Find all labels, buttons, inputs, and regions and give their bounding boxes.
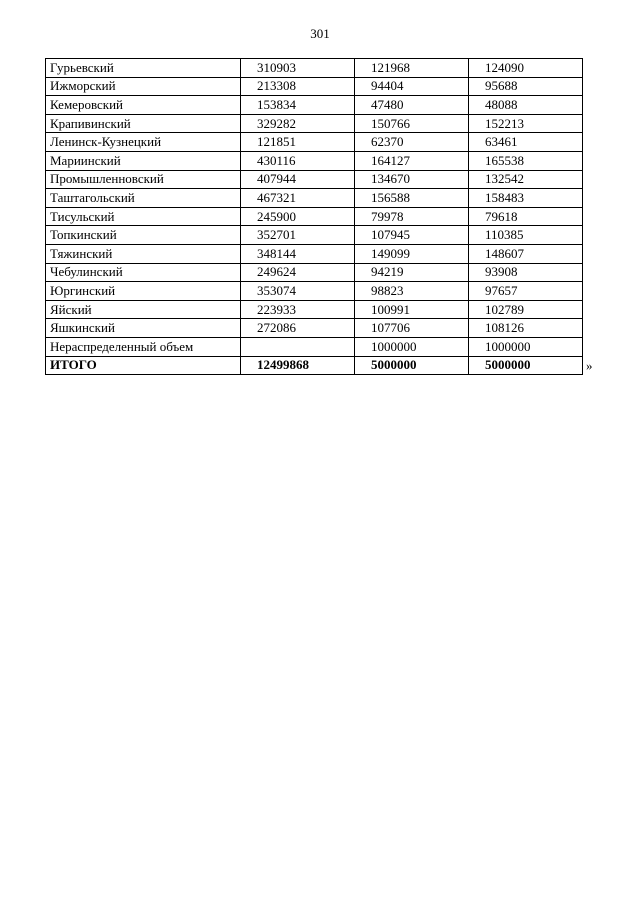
table-row <box>46 170 583 189</box>
value-cell-1: 353074 <box>241 282 355 301</box>
value-cell-1: 348144 <box>241 244 355 263</box>
table-row <box>46 133 583 152</box>
table-row <box>46 114 583 133</box>
value-cell-3: 48088 <box>469 96 583 115</box>
table-row <box>46 226 583 245</box>
value-cell-1: 213308 <box>241 77 355 96</box>
value-cell-2: 100991 <box>355 300 469 319</box>
district-name: Яйский <box>46 300 241 319</box>
table-row <box>46 263 583 282</box>
value-cell-3: 97657 <box>469 282 583 301</box>
value-cell-2: 107706 <box>355 319 469 338</box>
value-cell-3: 165538 <box>469 151 583 170</box>
district-name: Топкинский <box>46 226 241 245</box>
value-cell-2: 79978 <box>355 207 469 226</box>
value-cell-1: 329282 <box>241 114 355 133</box>
value-cell-2: 150766 <box>355 114 469 133</box>
value-cell-3: 110385 <box>469 226 583 245</box>
total-row <box>46 356 583 375</box>
value-cell-3: 158483 <box>469 189 583 208</box>
value-cell-2: 121968 <box>355 59 469 78</box>
value-cell-2: 149099 <box>355 244 469 263</box>
closing-quote: » <box>586 358 593 373</box>
district-name: Нераспределенный объем <box>46 337 241 356</box>
district-name: Ленинск-Кузнецкий <box>46 133 241 152</box>
total-value-3: 5000000 <box>469 356 583 375</box>
value-cell-2: 94219 <box>355 263 469 282</box>
district-name: Мариинский <box>46 151 241 170</box>
total-label: ИТОГО <box>46 356 241 375</box>
value-cell-1: 467321 <box>241 189 355 208</box>
district-name: Крапивинский <box>46 114 241 133</box>
value-cell-3: 63461 <box>469 133 583 152</box>
data-table <box>45 58 583 375</box>
value-cell-3: 102789 <box>469 300 583 319</box>
value-cell-1: 272086 <box>241 319 355 338</box>
district-name: Тяжинский <box>46 244 241 263</box>
district-name: Тисульский <box>46 207 241 226</box>
value-cell-3: 108126 <box>469 319 583 338</box>
value-cell-3: 124090 <box>469 59 583 78</box>
table-row <box>46 96 583 115</box>
district-name: Промышленновский <box>46 170 241 189</box>
total-value-2: 5000000 <box>355 356 469 375</box>
district-name: Кемеровский <box>46 96 241 115</box>
table-row <box>46 77 583 96</box>
district-name: Ижморский <box>46 77 241 96</box>
table-row <box>46 151 583 170</box>
value-cell-1: 153834 <box>241 96 355 115</box>
district-name: Таштагольский <box>46 189 241 208</box>
value-cell-2: 98823 <box>355 282 469 301</box>
value-cell-1: 245900 <box>241 207 355 226</box>
value-cell-1: 223933 <box>241 300 355 319</box>
table-row <box>46 189 583 208</box>
value-cell-3: 93908 <box>469 263 583 282</box>
table-row <box>46 319 583 338</box>
value-cell-3: 1000000 <box>469 337 583 356</box>
table-row <box>46 244 583 263</box>
value-cell-1: 310903 <box>241 59 355 78</box>
district-name: Юргинский <box>46 282 241 301</box>
value-cell-1: 430116 <box>241 151 355 170</box>
value-cell-1 <box>241 337 355 356</box>
value-cell-3: 95688 <box>469 77 583 96</box>
value-cell-1: 407944 <box>241 170 355 189</box>
district-name: Чебулинский <box>46 263 241 282</box>
table-row <box>46 207 583 226</box>
value-cell-2: 134670 <box>355 170 469 189</box>
value-cell-1: 249624 <box>241 263 355 282</box>
value-cell-3: 132542 <box>469 170 583 189</box>
value-cell-2: 47480 <box>355 96 469 115</box>
value-cell-2: 94404 <box>355 77 469 96</box>
table-row <box>46 282 583 301</box>
table-row <box>46 300 583 319</box>
table-row <box>46 337 583 356</box>
page-number: 301 <box>310 26 330 41</box>
district-name: Гурьевский <box>46 59 241 78</box>
value-cell-1: 352701 <box>241 226 355 245</box>
value-cell-2: 107945 <box>355 226 469 245</box>
table-body <box>46 59 583 375</box>
value-cell-3: 148607 <box>469 244 583 263</box>
value-cell-2: 164127 <box>355 151 469 170</box>
value-cell-2: 1000000 <box>355 337 469 356</box>
value-cell-2: 156588 <box>355 189 469 208</box>
district-name: Яшкинский <box>46 319 241 338</box>
total-value-1: 12499868 <box>241 356 355 375</box>
value-cell-1: 121851 <box>241 133 355 152</box>
value-cell-2: 62370 <box>355 133 469 152</box>
table-row <box>46 59 583 78</box>
value-cell-3: 152213 <box>469 114 583 133</box>
value-cell-3: 79618 <box>469 207 583 226</box>
